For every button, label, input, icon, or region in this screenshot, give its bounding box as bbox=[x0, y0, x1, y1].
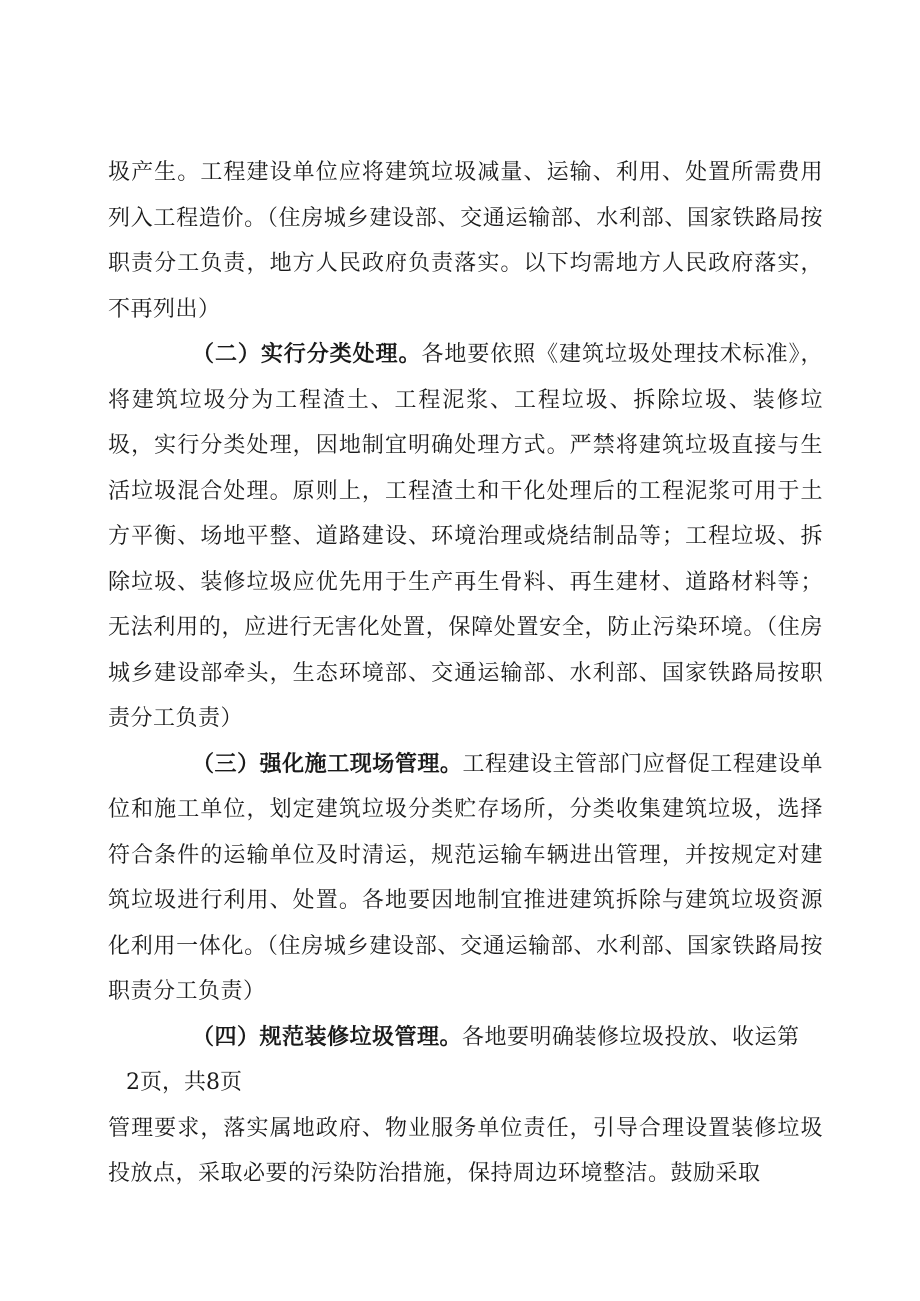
paragraph-1 bbox=[108, 150, 823, 332]
paragraph-2-text: 各地要依照《建筑垃圾处理技术标准》，将建筑垃圾分为工程渣土、工程泥浆、工程垃圾、拆除垃圾、装修垃圾，实行分类处理，因地制宜明确处理方式。严禁将建筑垃圾直接与生活垃圾混合处理。原则上，工程渣土和干化处理后的工程泥浆可用于土方平衡、场地平整、道路建设、环境治理或烧结制品等；工程垃圾、拆除垃圾、装修垃圾应优先用于生产再生骨料、再生建材、道路材料等；无法利用的，应进行无害化处置，保障处置安全，防止污染环境。（住房城乡建设部牵头，生态环境部、交通运输部、水利部、国家铁路局按职责分工负责） bbox=[108, 342, 823, 731]
paragraph-continuation-text: 管理要求，落实属地政府、物业服务单位责任，引导合理设置装修垃圾投放点，采取必要的污染防治措施，保持周边环境整洁。鼓励采取 bbox=[108, 1115, 823, 1186]
paragraph-3-text: 工程建设主管部门应督促工程建设单位和施工单位，划定建筑垃圾分类贮存场所，分类收集建筑垃圾，选择符合条件的运输单位及时清运，规范运输车辆进出管理，并按规定对建筑垃圾进行利用、处置。各地要因地制宜推进建筑拆除与建筑垃圾资源化利用一体化。（住房城乡建设部、交通运输部、水利部、国家铁路局按职责分工负责） bbox=[108, 751, 823, 1004]
page-number-footer: 2页，共8页 bbox=[126, 1070, 242, 1095]
section-heading-4: （四）规范装修垃圾管理。 bbox=[192, 1023, 463, 1050]
section-heading-2: （二）实行分类处理。 bbox=[192, 341, 422, 367]
paragraph-2 bbox=[108, 332, 823, 742]
paragraph-1-text: 圾产生。工程建设单位应将建筑垃圾减量、运输、利用、处置所需费用列入工程造价。（住房城乡建设部、交通运输部、水利部、国家铁路局按职责分工负责，地方人民政府负责落实。以下均需地方人民政府落实，不再列出） bbox=[108, 160, 823, 322]
document-page bbox=[108, 150, 823, 1197]
paragraph-3 bbox=[108, 742, 823, 1015]
section-heading-3: （三）强化施工现场管理。 bbox=[192, 750, 463, 777]
paragraph-4-text: 各地要明确装修垃圾投放、收运第 bbox=[462, 1024, 800, 1050]
paragraph-4 bbox=[108, 1015, 823, 1061]
paragraph-continuation bbox=[108, 1106, 823, 1197]
